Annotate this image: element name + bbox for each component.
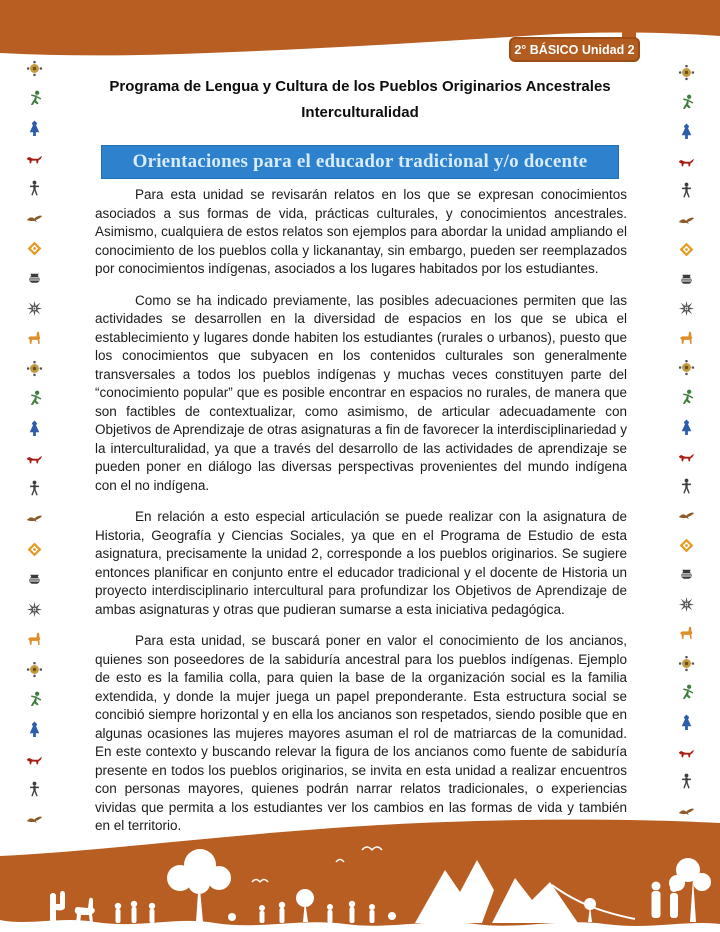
sun-symbol-icon [678,655,695,672]
ceramic-pot-icon [678,566,695,583]
sunburst-icon [678,300,695,317]
headdress-figure-icon [678,714,695,731]
body-paragraph: Para esta unidad se revisarán relatos en los que se expresan conocimientos asociados a sus formas de vida, prácticas culturales, y conocimientos ancestrales. Asimismo, cualquiera de estos relatos son ejemplos para abordar la unidad ampliando el conocimiento de los pueblos colla y lickanantay, sin embargo, pueden ser reemplazados por conocimientos indígenas, asociados a los lugares habitados por los estudiantes. [95,187,627,276]
standing-figure-icon [678,773,695,790]
condor-icon [26,210,43,227]
condor-icon [678,507,695,524]
body-paragraph: En relación a esto especial articulación se puede realizar con la asignatura de Historia, Geografía y Ciencias Sociales, ya que en el Programa de Estudio de esta asignatura, precisamente la unidad 2, corresponde a los pueblos originarios. Se sugiere entonces planificar en conjunto entre el educador tradicional y el docente de Historia un proyecto interdisciplinario intercultural para profundizar los Objetivos de Aprendizaje de ambas asignaturas y otras que pudieran sumarse a esta iniciativa pedagógica. [95,509,627,617]
diamond-icon [678,241,695,258]
standing-figure-icon [26,480,43,497]
headdress-figure-icon [26,420,43,437]
diamond-icon [26,541,43,558]
fox-icon [678,744,695,761]
body-text [95,186,627,849]
ceramic-pot-icon [26,571,43,588]
diamond-icon [26,240,43,257]
fox-icon [26,450,43,467]
sun-symbol-icon [26,360,43,377]
fox-icon [26,751,43,768]
dancing-figure-icon [26,390,43,407]
dancing-figure-icon [678,389,695,406]
section-banner-label: Orientaciones para el educador tradicional y/o docente [132,151,588,172]
standing-figure-icon [26,781,43,798]
fox-icon [26,150,43,167]
program-subtitle: Interculturalidad [301,104,419,121]
diamond-icon [678,537,695,554]
program-title: Programa de Lengua y Cultura de los Pueblos Originarios Ancestrales [109,78,611,95]
dancing-figure-icon [678,684,695,701]
llama-icon [678,625,695,642]
left-icon-column [23,60,45,828]
sun-symbol-icon [678,359,695,376]
document-header [95,78,625,122]
headdress-figure-icon [26,120,43,137]
landscape-illustration [0,810,720,932]
sun-symbol-icon [678,64,695,81]
llama-icon [678,330,695,347]
unit-badge [509,37,640,62]
sunburst-icon [26,601,43,618]
headdress-figure-icon [678,123,695,140]
standing-figure-icon [678,182,695,199]
sunburst-icon [26,300,43,317]
right-icon-column [675,64,697,820]
dancing-figure-icon [26,90,43,107]
section-banner [101,145,619,179]
condor-icon [26,510,43,527]
sun-symbol-icon [26,60,43,77]
ceramic-pot-icon [26,270,43,287]
standing-figure-icon [26,180,43,197]
standing-figure-icon [678,478,695,495]
unit-badge-label: 2° BÁSICO Unidad 2 [514,42,635,57]
body-paragraph: Como se ha indicado previamente, las posibles adecuaciones permiten que las actividades se desarrollen en la diversidad de espacios en los que se ubica el establecimiento y lugares donde habiten los estudiantes (rurales o urbanos), puesto que los conocimientos que subyacen en los contenidos culturales son generalmente transversales a todos los pueblos indígenas y muchas veces constituyen parte del “conocimiento popular” que es posible encontrar en espacios no rurales, de manera que son factibles de contextualizar, como asimismo, de articular adecuadamente con Objetivos de Aprendizaje de otras asignaturas a fin de favorecer la interdisciplinariedad y la interculturalidad, ya que a través del desarrollo de las actividades de aprendizaje se pueden poner en diálogo las diversas perspectivas provenientes del mundo indígena con el no indígena. [95,292,627,493]
sun-symbol-icon [26,661,43,678]
fox-icon [678,448,695,465]
headdress-figure-icon [678,419,695,436]
sunburst-icon [678,596,695,613]
llama-icon [26,330,43,347]
ceramic-pot-icon [678,271,695,288]
dancing-figure-icon [26,691,43,708]
condor-icon [678,212,695,229]
llama-icon [26,631,43,648]
body-paragraph: Para esta unidad, se buscará poner en valor el conocimiento de los ancianos, quienes son poseedores de la sabiduría ancestral para los pueblos indígenas. Ejemplo de esto es la familia colla, para quien la base de la organización social es la familia extendida, y donde la mujer juega un papel preponderante. Esta estructura social se concibió siempre horizontal y en ella los ancianos son respetados, siendo posible que en algunas ocasiones las mujeres mayores asuman el rol de matriarcas de la comunidad. En este contexto y buscando relevar la figura de los ancianos como fuente de sabiduría presente en todos los pueblos originarios, se invita en esta unidad a realizar encuentros con personas mayores, quienes podrán narrar relatos tradicionales, o experiencias vividas que permita a los estudiantes ver los cambios en las formas de vida y también en el territorio. [95,633,627,833]
fox-icon [678,153,695,170]
headdress-figure-icon [26,721,43,738]
dancing-figure-icon [678,94,695,111]
